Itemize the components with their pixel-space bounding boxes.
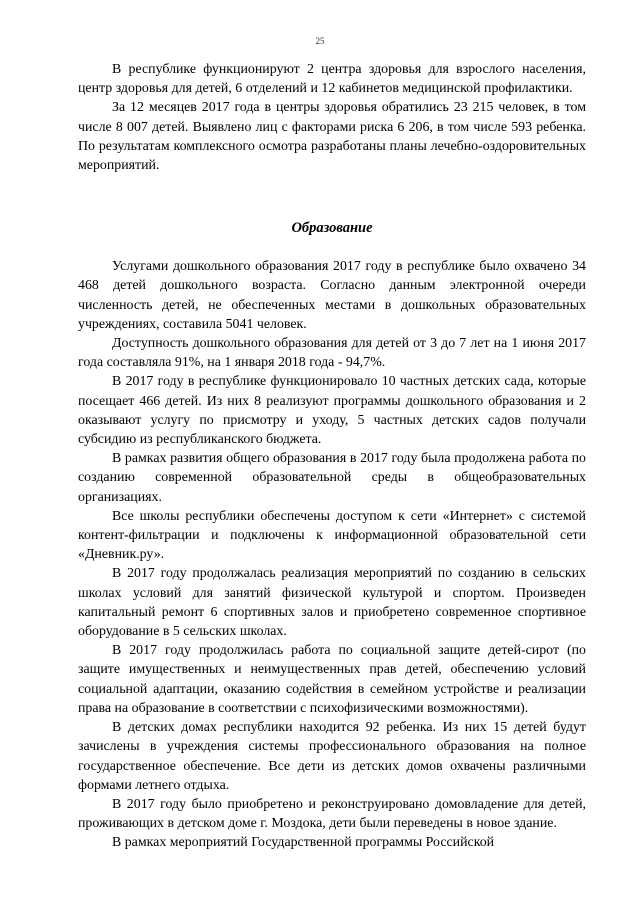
section-paragraph: В 2017 году было приобретено и реконструировано домовладение для детей, проживающих в детском доме г. Моздока, дети были переведены в новое здание.: [78, 796, 586, 832]
intro-paragraph: В республике функционируют 2 центра здоровья для взрослого населения, центр здоровья для детей, 6 отделений и 12 кабинетов медицинской профилактики.: [78, 62, 586, 97]
section-paragraph: В рамках мероприятий Государственной программы Российской: [112, 835, 495, 851]
section-heading: Образование: [291, 220, 373, 237]
section-paragraph: В 2017 году в республике функционировало 10 частных детских сада, которые посещает 466 детей. Из них 8 реализуют программы дошкольного образования и 2 оказывают услугу по присмотру и уходу, 5 частных детских садов получали субсидию из республиканского бюджета.: [78, 374, 586, 448]
page-number: 25: [315, 36, 325, 46]
section-paragraph: Услугами дошкольного образования 2017 году в республике было охвачено 34 468 детей дошкольного возраста. Согласно данным электронной очереди численность детей, не обеспеченных местами в дошкольных образовательных учреждениях, составила 5041 человек.: [78, 259, 586, 332]
section-paragraph: Доступность дошкольного образования для детей от 3 до 7 лет на 1 июня 2017 года составляла 91%, на 1 января 2018 года - 94,7%.: [78, 336, 586, 371]
intro-paragraph: За 12 месяцев 2017 года в центры здоровья обратились 23 215 человек, в том числе 8 007 детей. Выявлено лиц с факторами риска 6 206, в том числе 593 ребенка. По результатам комплексного осмотра разработаны планы лечебно-оздоровительных мероприятий.: [78, 100, 586, 174]
section-paragraph: В 2017 году продолжилась работа по социальной защите детей-сирот (по защите имущественных и неимущественных прав детей, обеспечению условий социальной адаптации, оказанию содействия в семейном устройстве и реализации права на образование в соответствии с психофизическими возможностями).: [78, 643, 586, 716]
section-paragraph: В рамках развития общего образования в 2017 году была продолжена работа по созданию современной образовательной среды в общеобразовательных организациях.: [78, 451, 586, 505]
page-content: [78, 60, 586, 853]
section-paragraph: Все школы республики обеспечены доступом к сети «Интернет» с системой контент-фильтрации и подключены к информационной образовательной сети «Дневник.ру».: [78, 508, 586, 563]
section-paragraph: В 2017 году продолжалась реализация мероприятий по созданию в сельских школах условий для занятий физической культурой и спортом. Произведен капитальный ремонт 6 спортивных залов и приобретено современное спортивное оборудование в 5 сельских школах.: [78, 566, 586, 640]
section-paragraph: В детских домах республики находится 92 ребенка. Из них 15 детей будут зачислены в учреждения системы профессионального образования на полное государственное обеспечение. Все дети из детских домов охвачены различными формами летнего отдыха.: [78, 720, 586, 793]
